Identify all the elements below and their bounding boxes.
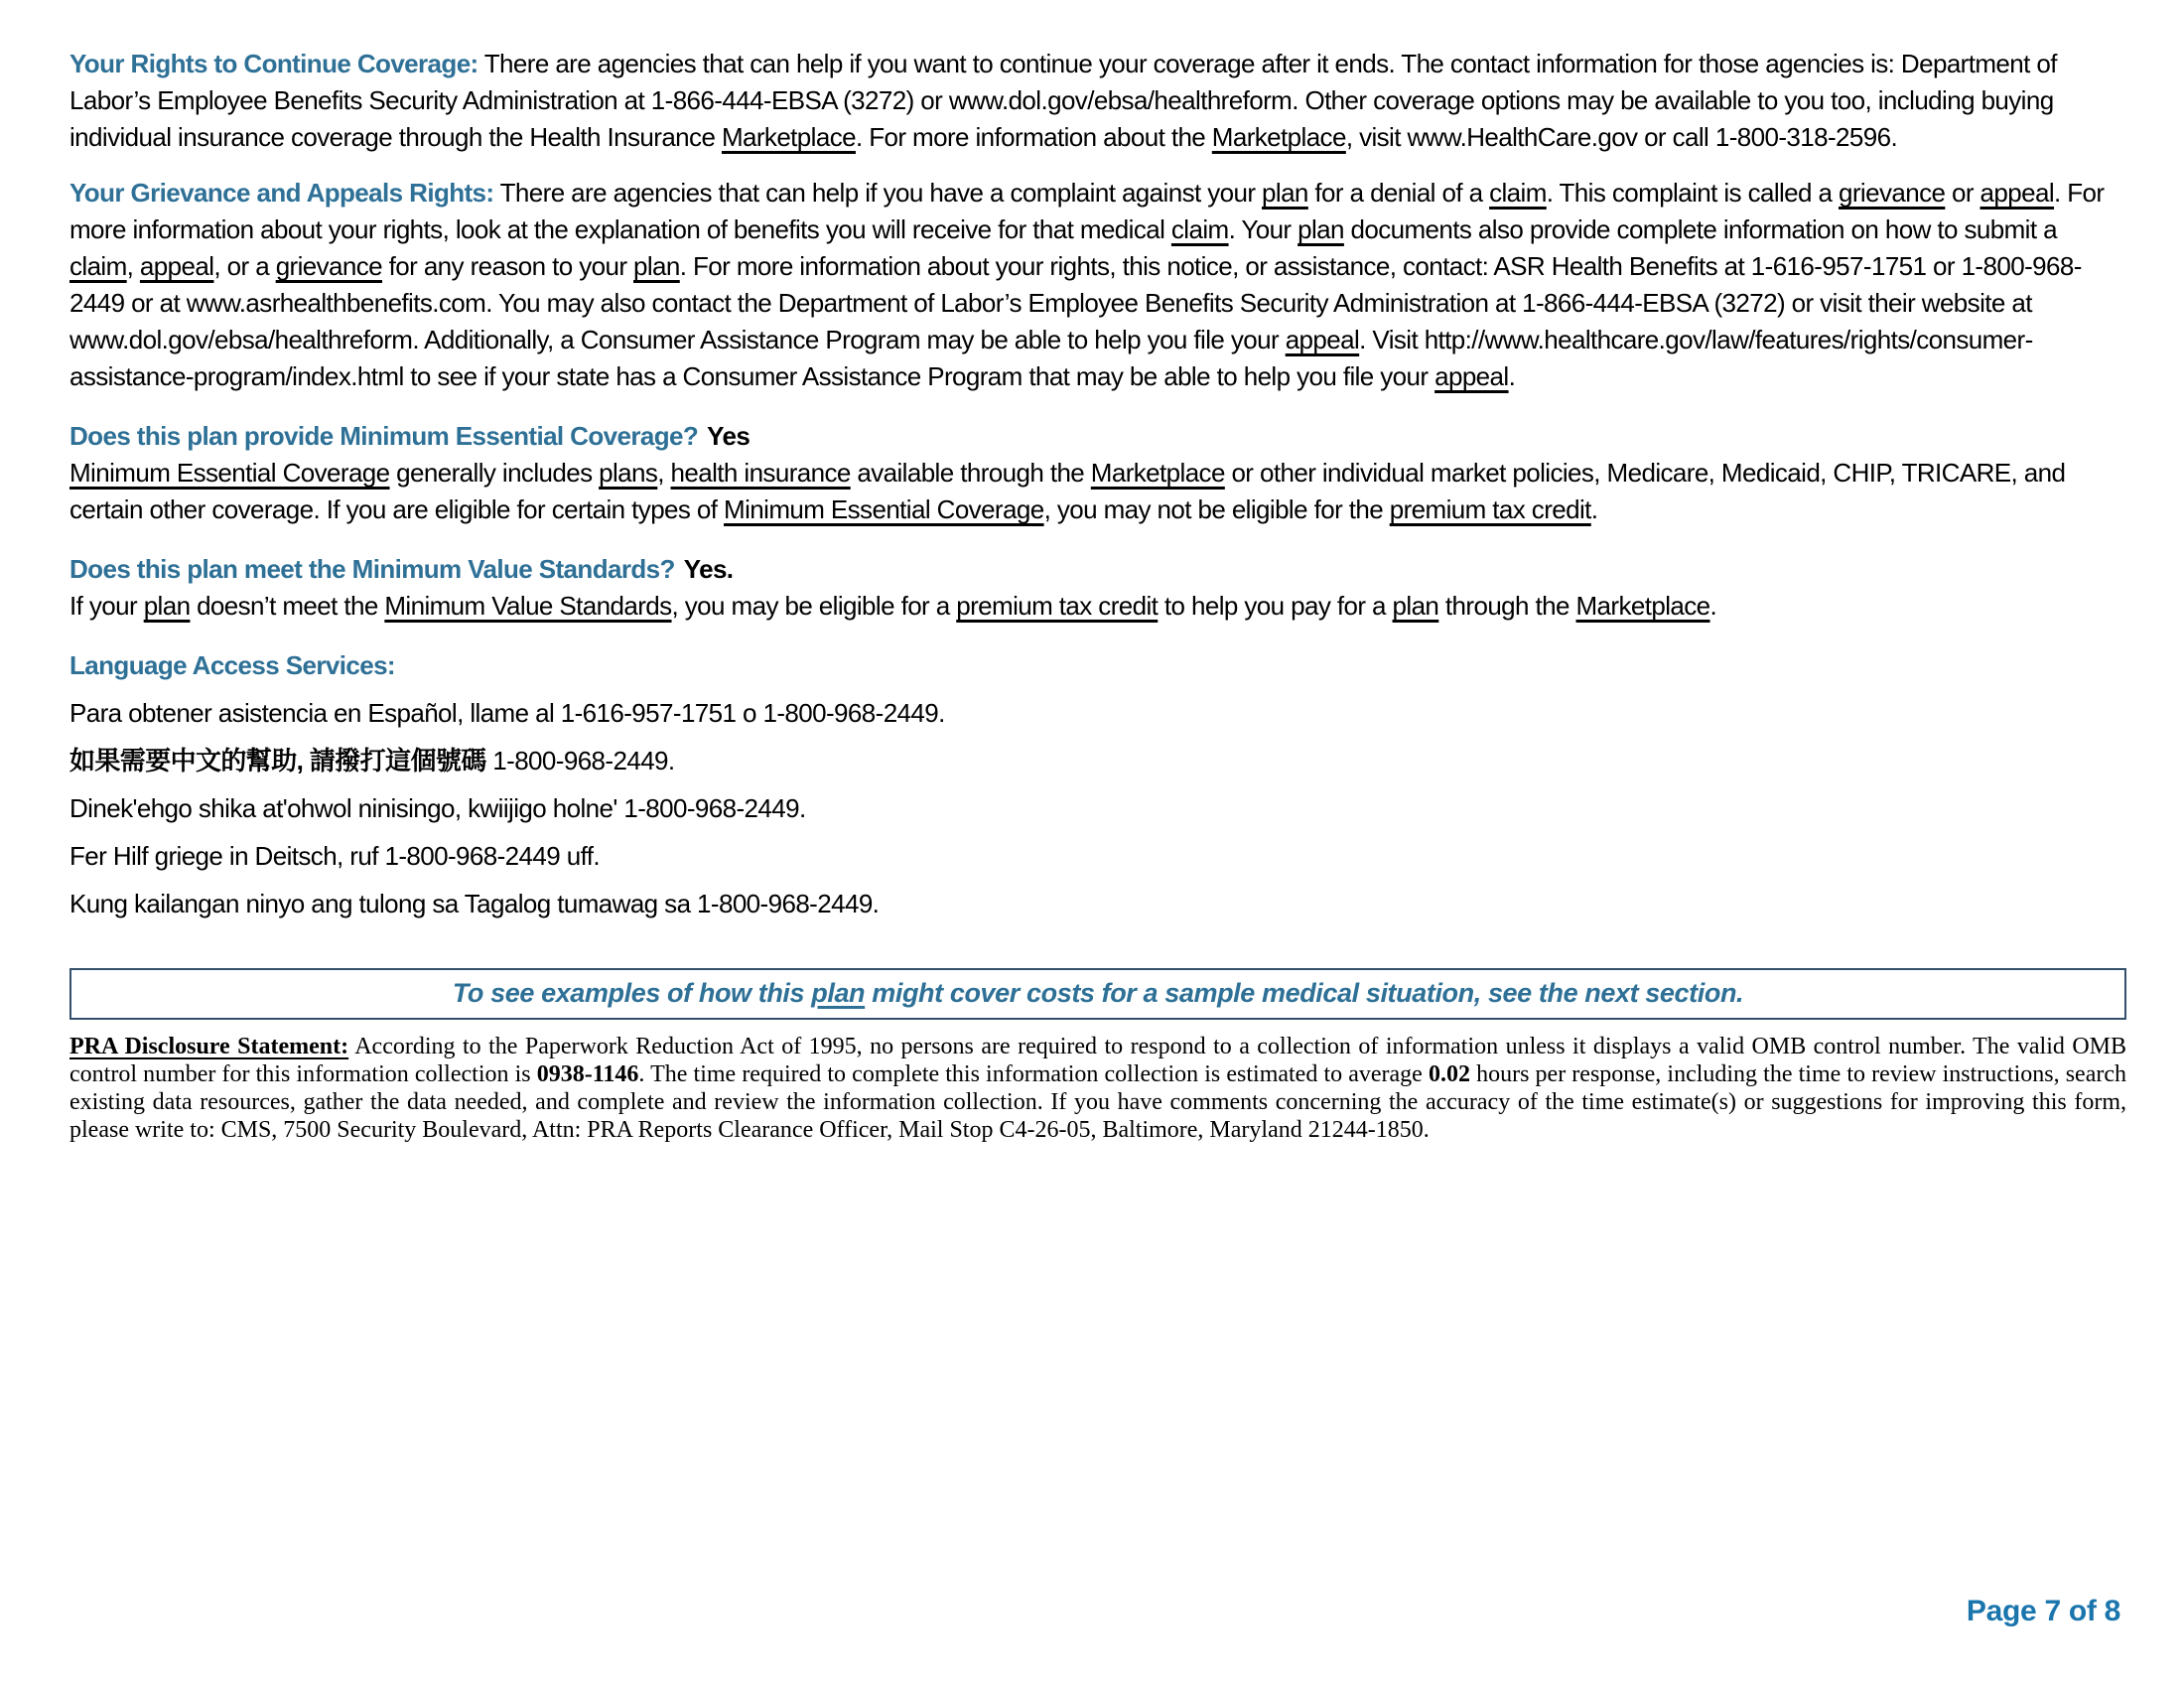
language-line-tagalog: Kung kailangan ninyo ang tulong sa Tagalog tumawag sa 1-800-968-2449. xyxy=(69,889,880,918)
section-grievance-appeals xyxy=(69,175,2126,395)
grievance-appeals-heading: Your Grievance and Appeals Rights: xyxy=(69,178,494,208)
language-access-heading: Language Access Services: xyxy=(69,650,395,680)
language-line-chinese: 如果需要中文的幫助, 請撥打這個號碼 1-800-968-2449. xyxy=(69,746,675,775)
pra-disclosure-statement: PRA Disclosure Statement: According to the Paperwork Reduction Act of 1995, no persons are required to respond to a collection of information unless it displays a valid OMB control number. The valid OMB control number for this information collection is 0938-1146. The time required to complete this information collection is estimated to average 0.02 hours per response, including the time to review instructions, search existing data resources, gather the data needed, and complete and review the information collection. If you have comments concerning the accuracy of the time estimate(s) or suggestions for improving this form, please write to: CMS, 7500 Security Boulevard, Attn: PRA Reports Clearance Officer, Mail Stop C4-26-05, Baltimore, Maryland 21244-1850. xyxy=(69,1034,2127,1143)
grievance-appeals-text: There are agencies that can help if you have a complaint against your plan for a denial of a claim. This complaint is called a grievance or appeal. For more information about your rights, look at the explanation of benefits you will receive for that medical claim. Your plan documents also provide complete information on how to submit a claim, appeal, or a grievance for any reason to your plan. For more information about your rights, this notice, or assistance, contact: ASR Health Benefits at 1-616-957-1751 or 1-800-968-2449 or at www.asrhealthbenefits.com. You may also contact the Department of Labor’s Employee Benefits Security Administration at 1-866-444-EBSA (3272) or visit their website at www.dol.gov/ebsa/healthreform. Additionally, a Consumer Assistance Program may be able to help you file your appeal. Visit http://www.healthcare.gov/law/features/rights/consumer-assistance-program/index.html to see if your state has a Consumer Assistance Program that may be able to help you file your appeal. xyxy=(69,178,2105,391)
mec-question-line xyxy=(69,418,2126,455)
mec-body-text: Minimum Essential Coverage generally includes plans, health insurance available through the Marketplace or other individual market policies, Medicare, Medicaid, CHIP, TRICARE, and certain other coverage. If you are eligible for certain types of Minimum Essential Coverage, you may not be eligible for the premium tax credit. xyxy=(69,458,2066,524)
rights-to-continue-heading: Your Rights to Continue Coverage: xyxy=(69,49,478,78)
rights-to-continue-text: There are agencies that can help if you want to continue your coverage after it ends. The contact information for those agencies is: Department of Labor’s Employee Benefits Security Administration at 1-866-444-EBSA (3272) or www.dol.gov/ebsa/healthreform. Other coverage options may be available to you too, including buying individual insurance coverage through the Health Insurance Marketplace. For more information about the Marketplace, visit www.HealthCare.gov or call 1-800-318-2596. xyxy=(69,49,2057,152)
mec-question: Does this plan provide Minimum Essential Coverage? xyxy=(69,421,699,451)
section-rights-to-continue xyxy=(69,46,2126,156)
language-line-german: Fer Hilf griege in Deitsch, ruf 1-800-968-2449 uff. xyxy=(69,841,600,871)
mvs-question-line xyxy=(69,551,2126,588)
mvs-answer: Yes. xyxy=(683,554,734,584)
coverage-examples-note-text: To see examples of how this plan might cover costs for a sample medical situation, see the next section. xyxy=(452,978,1744,1008)
mec-answer: Yes xyxy=(707,421,751,451)
coverage-examples-note-box xyxy=(69,968,2126,1020)
language-line-navajo: Dinek'ehgo shika at'ohwol ninisingo, kwiijigo holne' 1-800-968-2449. xyxy=(69,793,806,823)
mvs-question: Does this plan meet the Minimum Value Standards? xyxy=(69,554,675,584)
page-number: Page 7 of 8 xyxy=(1966,1595,2120,1627)
mvs-body-text: If your plan doesn’t meet the Minimum Value Standards, you may be eligible for a premium tax credit to help you pay for a plan through the Marketplace. xyxy=(69,591,1717,621)
language-line-spanish: Para obtener asistencia en Español, llame al 1-616-957-1751 o 1-800-968-2449. xyxy=(69,698,945,728)
